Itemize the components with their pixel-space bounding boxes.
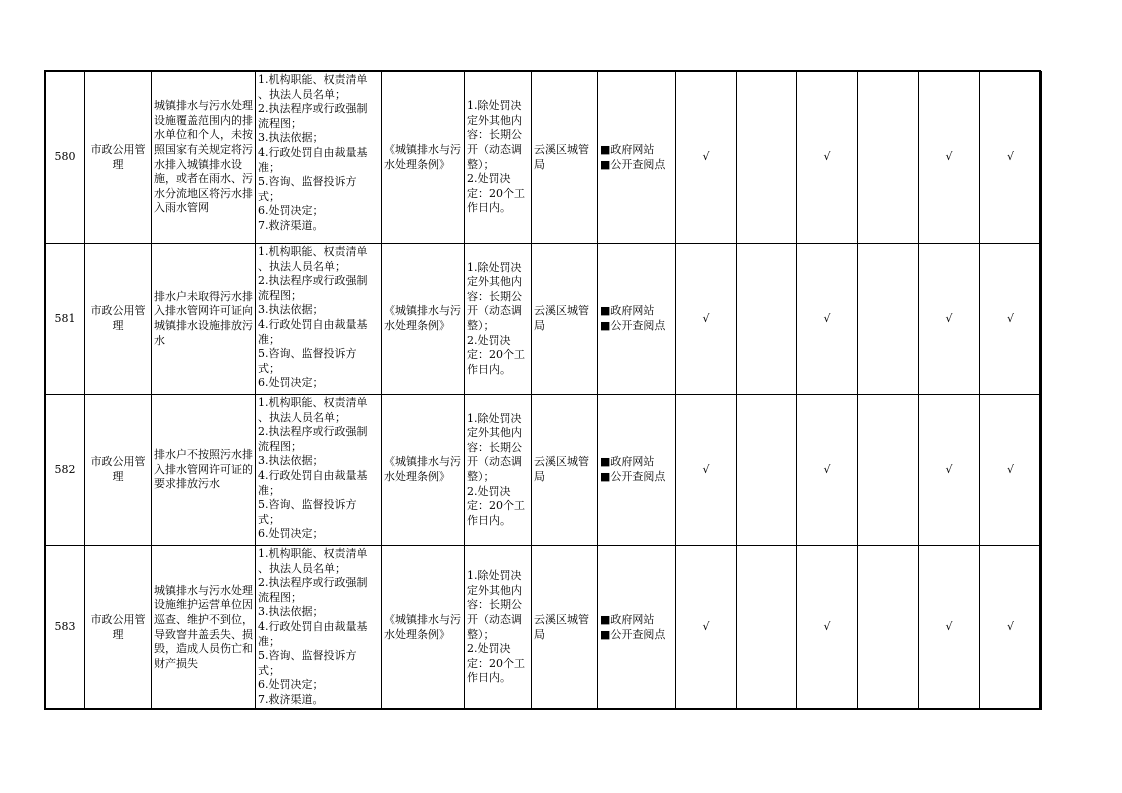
table-row (46, 244, 1042, 395)
disclosure-time-cell-line: 定：20个工 (467, 656, 525, 670)
channels-cell-line: ■公开查阅点 (600, 157, 666, 171)
disclosure-time-cell-line: 整）； (467, 319, 495, 332)
legal-basis-cell: 《城镇排水与污水处理条例》 (382, 395, 465, 546)
disclosure-items-cell-line: 5.咨询、监督投诉方 (258, 498, 357, 512)
disclosure-items-cell-line: 流程图； (258, 288, 302, 302)
channels-cell-line: ■政府网站 (600, 455, 655, 469)
check-mark-cell (858, 395, 919, 546)
disclosure-items-cell-line: 5.咨询、监督投诉方 (258, 175, 357, 189)
disclosure-time-cell-line: 定：20个工 (467, 499, 525, 513)
disclosure-items-cell-line: 7.救济渠道。 (258, 218, 324, 232)
disclosure-items-cell-line: 2.执法程序或行政强制 (258, 425, 368, 439)
disclosure-items-cell-line: 6.处罚决定； (258, 527, 324, 541)
legal-basis-cell: 《城镇排水与污水处理条例》 (382, 72, 465, 244)
disclosure-time-cell-line: 作日内。 (467, 671, 511, 685)
channels-cell-line: ■公开查阅点 (600, 470, 666, 483)
disclosure-items-cell-line: 6.处罚决定； (258, 678, 324, 692)
check-mark-cell: √ (980, 244, 1042, 395)
channels-cell (598, 546, 676, 710)
category-cell: 市政公用管理 (85, 244, 152, 395)
disclosure-items-cell-line: 、执法人员名单； (258, 410, 346, 424)
check-mark-cell: √ (676, 546, 737, 710)
channels-cell-line: ■政府网站 (600, 304, 655, 318)
category-cell: 市政公用管理 (85, 546, 152, 710)
disclosure-table (45, 71, 1042, 710)
check-mark-cell: √ (676, 244, 737, 395)
disclosure-items-cell-line: 准； (258, 483, 280, 497)
violation-description-cell: 城镇排水与污水处理设施维护运营单位因巡查、维护不到位，导致窨井盖丢失、损毁，造成人员伤亡和财产损失 (152, 546, 256, 710)
channels-cell (598, 244, 676, 395)
disclosure-items-cell-line: 2.执法程序或行政强制 (258, 576, 368, 590)
channels-cell (598, 395, 676, 546)
disclosure-items-cell-line: 4.行政处罚自由裁量基 (258, 468, 368, 482)
disclosure-items-cell-line: 1.机构职能、权责清单 (258, 547, 368, 560)
disclosure-time-cell-line: 2.处罚决 (467, 642, 511, 656)
disclosure-items-cell-line: 6.处罚决定； (258, 204, 324, 218)
check-mark-cell: √ (797, 72, 858, 244)
disclosure-items-cell-line: 2.执法程序或行政强制 (258, 274, 368, 288)
row-number: 583 (46, 546, 85, 710)
check-mark-cell: √ (919, 244, 980, 395)
check-mark-cell: √ (676, 72, 737, 244)
disclosure-items-cell-line: 4.行政处罚自由裁量基 (258, 145, 368, 159)
check-mark-cell: √ (797, 546, 858, 710)
disclosure-time-cell-line: 开（动态调 (467, 142, 522, 156)
disclosure-items-cell-line: 1.机构职能、权责清单 (258, 245, 368, 258)
disclosure-items-cell-line: 流程图； (258, 116, 302, 130)
disclosure-time-cell (465, 546, 532, 710)
check-mark-cell: √ (797, 244, 858, 395)
disclosure-time-cell-line: 容：长期公 (467, 440, 522, 454)
check-mark-cell: √ (919, 72, 980, 244)
channels-cell-line: ■政府网站 (600, 612, 655, 626)
check-mark-cell (858, 244, 919, 395)
disclosure-items-cell-line: 式； (258, 361, 280, 375)
check-mark-cell: √ (980, 395, 1042, 546)
disclosure-items-cell-line: 、执法人员名单； (258, 259, 346, 273)
disclosure-items-cell-line: 式； (258, 512, 280, 526)
disclosure-items-cell-line: 、执法人员名单； (258, 87, 346, 101)
disclosure-items-cell-line: 3.执法依据； (258, 605, 324, 619)
check-mark-cell: √ (980, 72, 1042, 244)
disclosure-items-cell-line: 准； (258, 160, 280, 174)
violation-description-cell: 排水户未取得污水排入排水管网许可证向城镇排水设施排放污水 (152, 244, 256, 395)
agency-cell: 云溪区城管局 (532, 395, 598, 546)
channels-cell (598, 72, 676, 244)
disclosure-time-cell-line: 整）； (467, 627, 495, 641)
check-mark-cell: √ (676, 395, 737, 546)
disclosure-items-cell-line: 流程图； (258, 439, 302, 453)
disclosure-time-cell-line: 定外其他内 (467, 275, 522, 289)
disclosure-items-cell-line: 准； (258, 634, 280, 648)
check-mark-cell (858, 546, 919, 710)
disclosure-time-cell-line: 定外其他内 (467, 583, 522, 597)
disclosure-time-cell-line: 1.除处罚决 (467, 260, 522, 274)
disclosure-time-cell-line: 定：20个工 (467, 348, 525, 362)
check-mark-cell: √ (919, 546, 980, 710)
disclosure-time-cell-line: 作日内。 (467, 362, 511, 376)
disclosure-items-cell (256, 395, 382, 546)
disclosure-time-cell (465, 395, 532, 546)
disclosure-items-cell (256, 244, 382, 395)
disclosure-items-cell-line: 式； (258, 663, 280, 677)
check-mark-cell: √ (797, 395, 858, 546)
disclosure-items-cell-line: 1.机构职能、权责清单 (258, 396, 368, 409)
disclosure-items-cell-line: 5.咨询、监督投诉方 (258, 347, 357, 361)
check-mark-cell: √ (980, 546, 1042, 710)
disclosure-time-cell (465, 72, 532, 244)
check-mark-cell (737, 244, 797, 395)
channels-cell-line: ■公开查阅点 (600, 627, 666, 641)
disclosure-items-cell-line: 2.执法程序或行政强制 (258, 102, 368, 116)
legal-basis-cell: 《城镇排水与污水处理条例》 (382, 244, 465, 395)
disclosure-time-cell-line: 定外其他内 (467, 113, 522, 127)
category-cell: 市政公用管理 (85, 72, 152, 244)
disclosure-items-cell-line: 流程图； (258, 590, 302, 604)
disclosure-time-cell (465, 244, 532, 395)
disclosure-time-cell-line: 容：长期公 (467, 598, 522, 612)
disclosure-items-cell-line: 式； (258, 189, 280, 203)
table-body (46, 72, 1042, 710)
channels-cell-line: ■政府网站 (600, 142, 655, 156)
disclosure-time-cell-line: 2.处罚决 (467, 333, 511, 347)
legal-basis-cell: 《城镇排水与污水处理条例》 (382, 546, 465, 710)
disclosure-time-cell-line: 作日内。 (467, 201, 511, 215)
agency-cell: 云溪区城管局 (532, 244, 598, 395)
channels-cell-line: ■公开查阅点 (600, 319, 666, 332)
agency-cell: 云溪区城管局 (532, 72, 598, 244)
disclosure-time-cell-line: 作日内。 (467, 513, 511, 527)
violation-description-cell: 城镇排水与污水处理设施覆盖范围内的排水单位和个人，未按照国家有关规定将污水排入城镇排水设施，或者在雨水、污水分流地区将污水排入雨水管网 (152, 72, 256, 244)
disclosure-items-cell-line: 3.执法依据； (258, 454, 324, 468)
disclosure-items-cell-line: 7.救济渠道。 (258, 692, 324, 706)
table-row (46, 546, 1042, 710)
check-mark-cell: √ (919, 395, 980, 546)
disclosure-items-cell-line: 、执法人员名单； (258, 561, 346, 575)
disclosure-time-cell-line: 1.除处罚决 (467, 411, 522, 425)
disclosure-time-cell-line: 定外其他内 (467, 426, 522, 440)
disclosure-items-cell-line: 3.执法依据； (258, 303, 324, 317)
disclosure-time-cell-line: 2.处罚决 (467, 172, 511, 186)
table-row (46, 395, 1042, 546)
disclosure-time-cell-line: 开（动态调 (467, 612, 522, 626)
disclosure-items-cell (256, 546, 382, 710)
category-cell: 市政公用管理 (85, 395, 152, 546)
disclosure-time-cell-line: 整）； (467, 470, 495, 483)
row-number: 580 (46, 72, 85, 244)
disclosure-time-cell-line: 2.处罚决 (467, 484, 511, 498)
agency-cell: 云溪区城管局 (532, 546, 598, 710)
row-number: 581 (46, 244, 85, 395)
disclosure-time-cell-line: 1.除处罚决 (467, 569, 522, 583)
disclosure-time-cell-line: 1.除处罚决 (467, 99, 522, 113)
disclosure-items-cell-line: 4.行政处罚自由裁量基 (258, 317, 368, 331)
disclosure-items-cell-line: 1.机构职能、权责清单 (258, 73, 368, 86)
disclosure-items-cell (256, 72, 382, 244)
disclosure-time-cell-line: 整）； (467, 157, 495, 171)
disclosure-items-cell-line: 5.咨询、监督投诉方 (258, 649, 357, 663)
disclosure-time-cell-line: 开（动态调 (467, 455, 522, 469)
disclosure-items-cell-line: 准； (258, 332, 280, 346)
check-mark-cell (858, 72, 919, 244)
disclosure-items-cell-line: 4.行政处罚自由裁量基 (258, 619, 368, 633)
check-mark-cell (737, 546, 797, 710)
table-row (46, 72, 1042, 244)
disclosure-items-cell-line: 3.执法依据； (258, 131, 324, 145)
violation-description-cell: 排水户不按照污水排入排水管网许可证的要求排放污水 (152, 395, 256, 546)
disclosure-time-cell-line: 容：长期公 (467, 128, 522, 142)
row-number: 582 (46, 395, 85, 546)
disclosure-time-cell-line: 定：20个工 (467, 186, 525, 200)
check-mark-cell (737, 395, 797, 546)
disclosure-time-cell-line: 开（动态调 (467, 304, 522, 318)
disclosure-items-cell-line: 6.处罚决定； (258, 376, 324, 390)
check-mark-cell (737, 72, 797, 244)
disclosure-time-cell-line: 容：长期公 (467, 289, 522, 303)
